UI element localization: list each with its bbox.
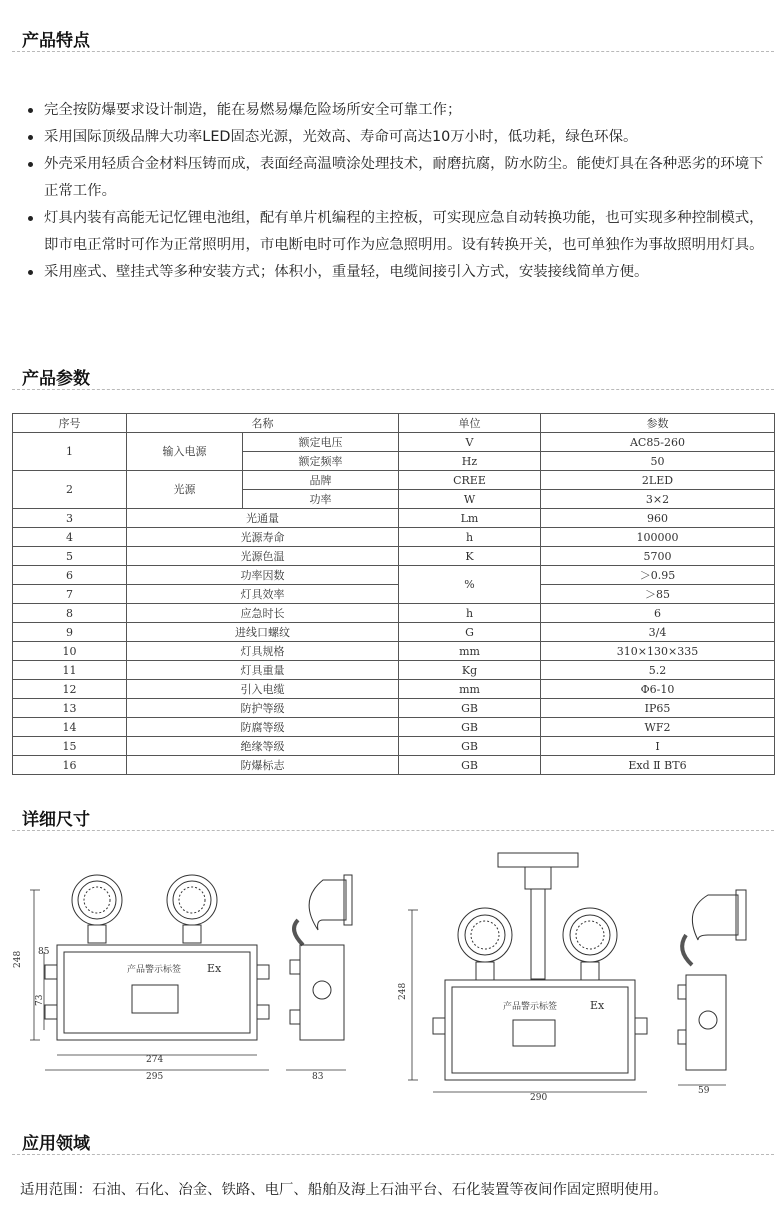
cell-name: 额定频率 [243, 452, 399, 471]
header-unit: 单位 [399, 414, 541, 433]
cell-group: 光源 [127, 471, 243, 509]
cell-no: 7 [13, 585, 127, 604]
cell-unit: Lm [399, 509, 541, 528]
table-row [13, 528, 775, 547]
section-header-dims [12, 801, 774, 831]
cell-no: 3 [13, 509, 127, 528]
cell-no: 16 [13, 756, 127, 775]
cell-unit: W [399, 490, 541, 509]
cell-name: 防爆标志 [127, 756, 399, 775]
drawing-right-front [395, 850, 665, 1100]
list-item: 外壳采用轻质合金材料压铸而成，表面经高温喷涂处理技术，耐磨抗腐，防水防尘。能使灯具在各种恶劣的环境下正常工作。 [26, 151, 768, 205]
cell-no: 12 [13, 680, 127, 699]
cell-value: 2LED [541, 471, 775, 490]
warning-label-text: 产品警示标签 [127, 965, 182, 975]
lamp-body [445, 980, 635, 1080]
header-no: 序号 [13, 414, 127, 433]
table-row [13, 718, 775, 737]
cell-unit: K [399, 547, 541, 566]
cell-name: 应急时长 [127, 604, 399, 623]
ex-mark: Ex [207, 962, 222, 975]
cell-unit: V [399, 433, 541, 452]
application-text: 适用范围：石油、石化、冶金、铁路、电厂、船舶及海上石油平台、石化装置等夜间作固定照明使用。 [20, 1182, 668, 1198]
table-row [13, 566, 775, 585]
dim-height: 248 [13, 950, 23, 968]
cell-no: 1 [13, 433, 127, 471]
list-item: 采用国际顶级品牌大功率LED固态光源，光效高、寿命可高达10万小时，低功耗，绿色环保。 [26, 124, 768, 151]
cell-name: 光通量 [127, 509, 399, 528]
cell-no: 2 [13, 471, 127, 509]
cell-value: AC85-260 [541, 433, 775, 452]
table-row [13, 661, 775, 680]
cell-unit: mm [399, 642, 541, 661]
lamp-body [686, 975, 726, 1070]
cell-name: 绝缘等级 [127, 737, 399, 756]
front-view-svg [12, 860, 277, 1090]
ex-mark: Ex [590, 999, 605, 1012]
cell-unit: GB [399, 718, 541, 737]
lamp-head [563, 908, 617, 962]
drawing-left-side [278, 860, 358, 1090]
dim-height: 248 [398, 982, 408, 1000]
cell-value: 100000 [541, 528, 775, 547]
cell-name: 进线口螺纹 [127, 623, 399, 642]
lamp-head [72, 875, 122, 925]
cell-name: 光源寿命 [127, 528, 399, 547]
table-row [13, 585, 775, 604]
cell-no: 9 [13, 623, 127, 642]
cell-unit: h [399, 604, 541, 623]
lamp-head [167, 875, 217, 925]
cell-value: 5.2 [541, 661, 775, 680]
cell-value: 310×130×335 [541, 642, 775, 661]
section-header-params [12, 360, 774, 390]
warning-label-text: 产品警示标签 [503, 1002, 558, 1012]
cell-unit: CREE [399, 471, 541, 490]
table-row [13, 737, 775, 756]
section-title: 详细尺寸 [22, 810, 90, 830]
dim-outer-width: 295 [146, 1072, 164, 1082]
section-title: 产品参数 [22, 369, 90, 389]
table-row [13, 604, 775, 623]
cell-value: WF2 [541, 718, 775, 737]
section-title: 产品特点 [22, 31, 90, 51]
list-item: 完全按防爆要求设计制造，能在易燃易爆危险场所安全可靠工作； [26, 97, 768, 124]
cell-unit: GB [399, 699, 541, 718]
cell-value: Exd Ⅱ BT6 [541, 756, 775, 775]
cell-no: 14 [13, 718, 127, 737]
drawing-left-front [12, 860, 277, 1090]
cell-name: 防腐等级 [127, 718, 399, 737]
lamp-body [57, 945, 257, 1040]
cell-value: ＞0.95 [541, 566, 775, 585]
table-row [13, 642, 775, 661]
cell-name: 额定电压 [243, 433, 399, 452]
cell-name: 灯具规格 [127, 642, 399, 661]
table-row [13, 623, 775, 642]
cell-value: 3/4 [541, 623, 775, 642]
cell-no: 4 [13, 528, 127, 547]
dim-depth: 83 [312, 1072, 324, 1082]
list-item: 采用座式、壁挂式等多种安装方式；体积小，重量轻，电缆间接引入方式，安装接线简单方便。 [26, 259, 768, 286]
cell-no: 5 [13, 547, 127, 566]
cell-value: ＞85 [541, 585, 775, 604]
label-box [513, 1020, 555, 1046]
cell-value: 3×2 [541, 490, 775, 509]
cell-value: 6 [541, 604, 775, 623]
cell-name: 引入电缆 [127, 680, 399, 699]
dim-depth: 59 [698, 1086, 710, 1095]
cell-unit: GB [399, 737, 541, 756]
cell-no: 15 [13, 737, 127, 756]
cell-unit: mm [399, 680, 541, 699]
side-view-svg [278, 860, 358, 1090]
section-title: 应用领域 [22, 1134, 90, 1154]
table-row [13, 756, 775, 775]
cell-value: 960 [541, 509, 775, 528]
cell-value: Φ6-10 [541, 680, 775, 699]
side-view-svg [668, 880, 753, 1095]
cell-unit: Hz [399, 452, 541, 471]
cell-group: 输入电源 [127, 433, 243, 471]
cell-unit: % [399, 566, 541, 604]
section-header-application [12, 1125, 774, 1155]
drawing-right-side [668, 880, 753, 1095]
label-box [132, 985, 178, 1013]
cell-name: 光源色温 [127, 547, 399, 566]
cell-name: 灯具重量 [127, 661, 399, 680]
dim-width: 290 [530, 1093, 548, 1100]
cell-name: 品牌 [243, 471, 399, 490]
cell-no: 13 [13, 699, 127, 718]
table-row [13, 699, 775, 718]
section-header-features [12, 22, 774, 52]
cell-value: 5700 [541, 547, 775, 566]
cell-name: 功率 [243, 490, 399, 509]
table-row [13, 680, 775, 699]
table-row [13, 547, 775, 566]
cell-name: 灯具效率 [127, 585, 399, 604]
cell-value: 50 [541, 452, 775, 471]
lamp-head [309, 880, 346, 930]
cell-no: 6 [13, 566, 127, 585]
cell-unit: G [399, 623, 541, 642]
cell-unit: h [399, 528, 541, 547]
cell-no: 8 [13, 604, 127, 623]
dim-offset-2: 73 [35, 994, 45, 1006]
cell-unit: Kg [399, 661, 541, 680]
header-param: 参数 [541, 414, 775, 433]
lamp-head [692, 895, 738, 940]
cell-no: 11 [13, 661, 127, 680]
lamp-head [458, 908, 512, 962]
dim-offset-1: 85 [38, 947, 50, 957]
cell-no: 10 [13, 642, 127, 661]
dim-inner-width: 274 [146, 1055, 164, 1065]
mount-bracket [498, 853, 578, 867]
table-row [13, 509, 775, 528]
cell-unit: GB [399, 756, 541, 775]
cell-value: IP65 [541, 699, 775, 718]
header-name: 名称 [127, 414, 399, 433]
list-item: 灯具内装有高能无记忆锂电池组，配有单片机编程的主控板，可实现应急自动转换功能，也可实现多种控制模式，即市电正常时可作为正常照明用，市电断电时可作为应急照明用。设有转换开关，也可单独作为事故照明用灯具。 [26, 205, 768, 259]
lamp-body [300, 945, 344, 1040]
table-row [13, 471, 775, 490]
params-table [12, 413, 775, 775]
feature-list [26, 97, 768, 286]
front-view-svg [395, 850, 665, 1100]
table-header-row [13, 414, 775, 433]
cell-name: 功率因数 [127, 566, 399, 585]
table-row [13, 433, 775, 452]
cell-value: Ⅰ [541, 737, 775, 756]
cell-name: 防护等级 [127, 699, 399, 718]
